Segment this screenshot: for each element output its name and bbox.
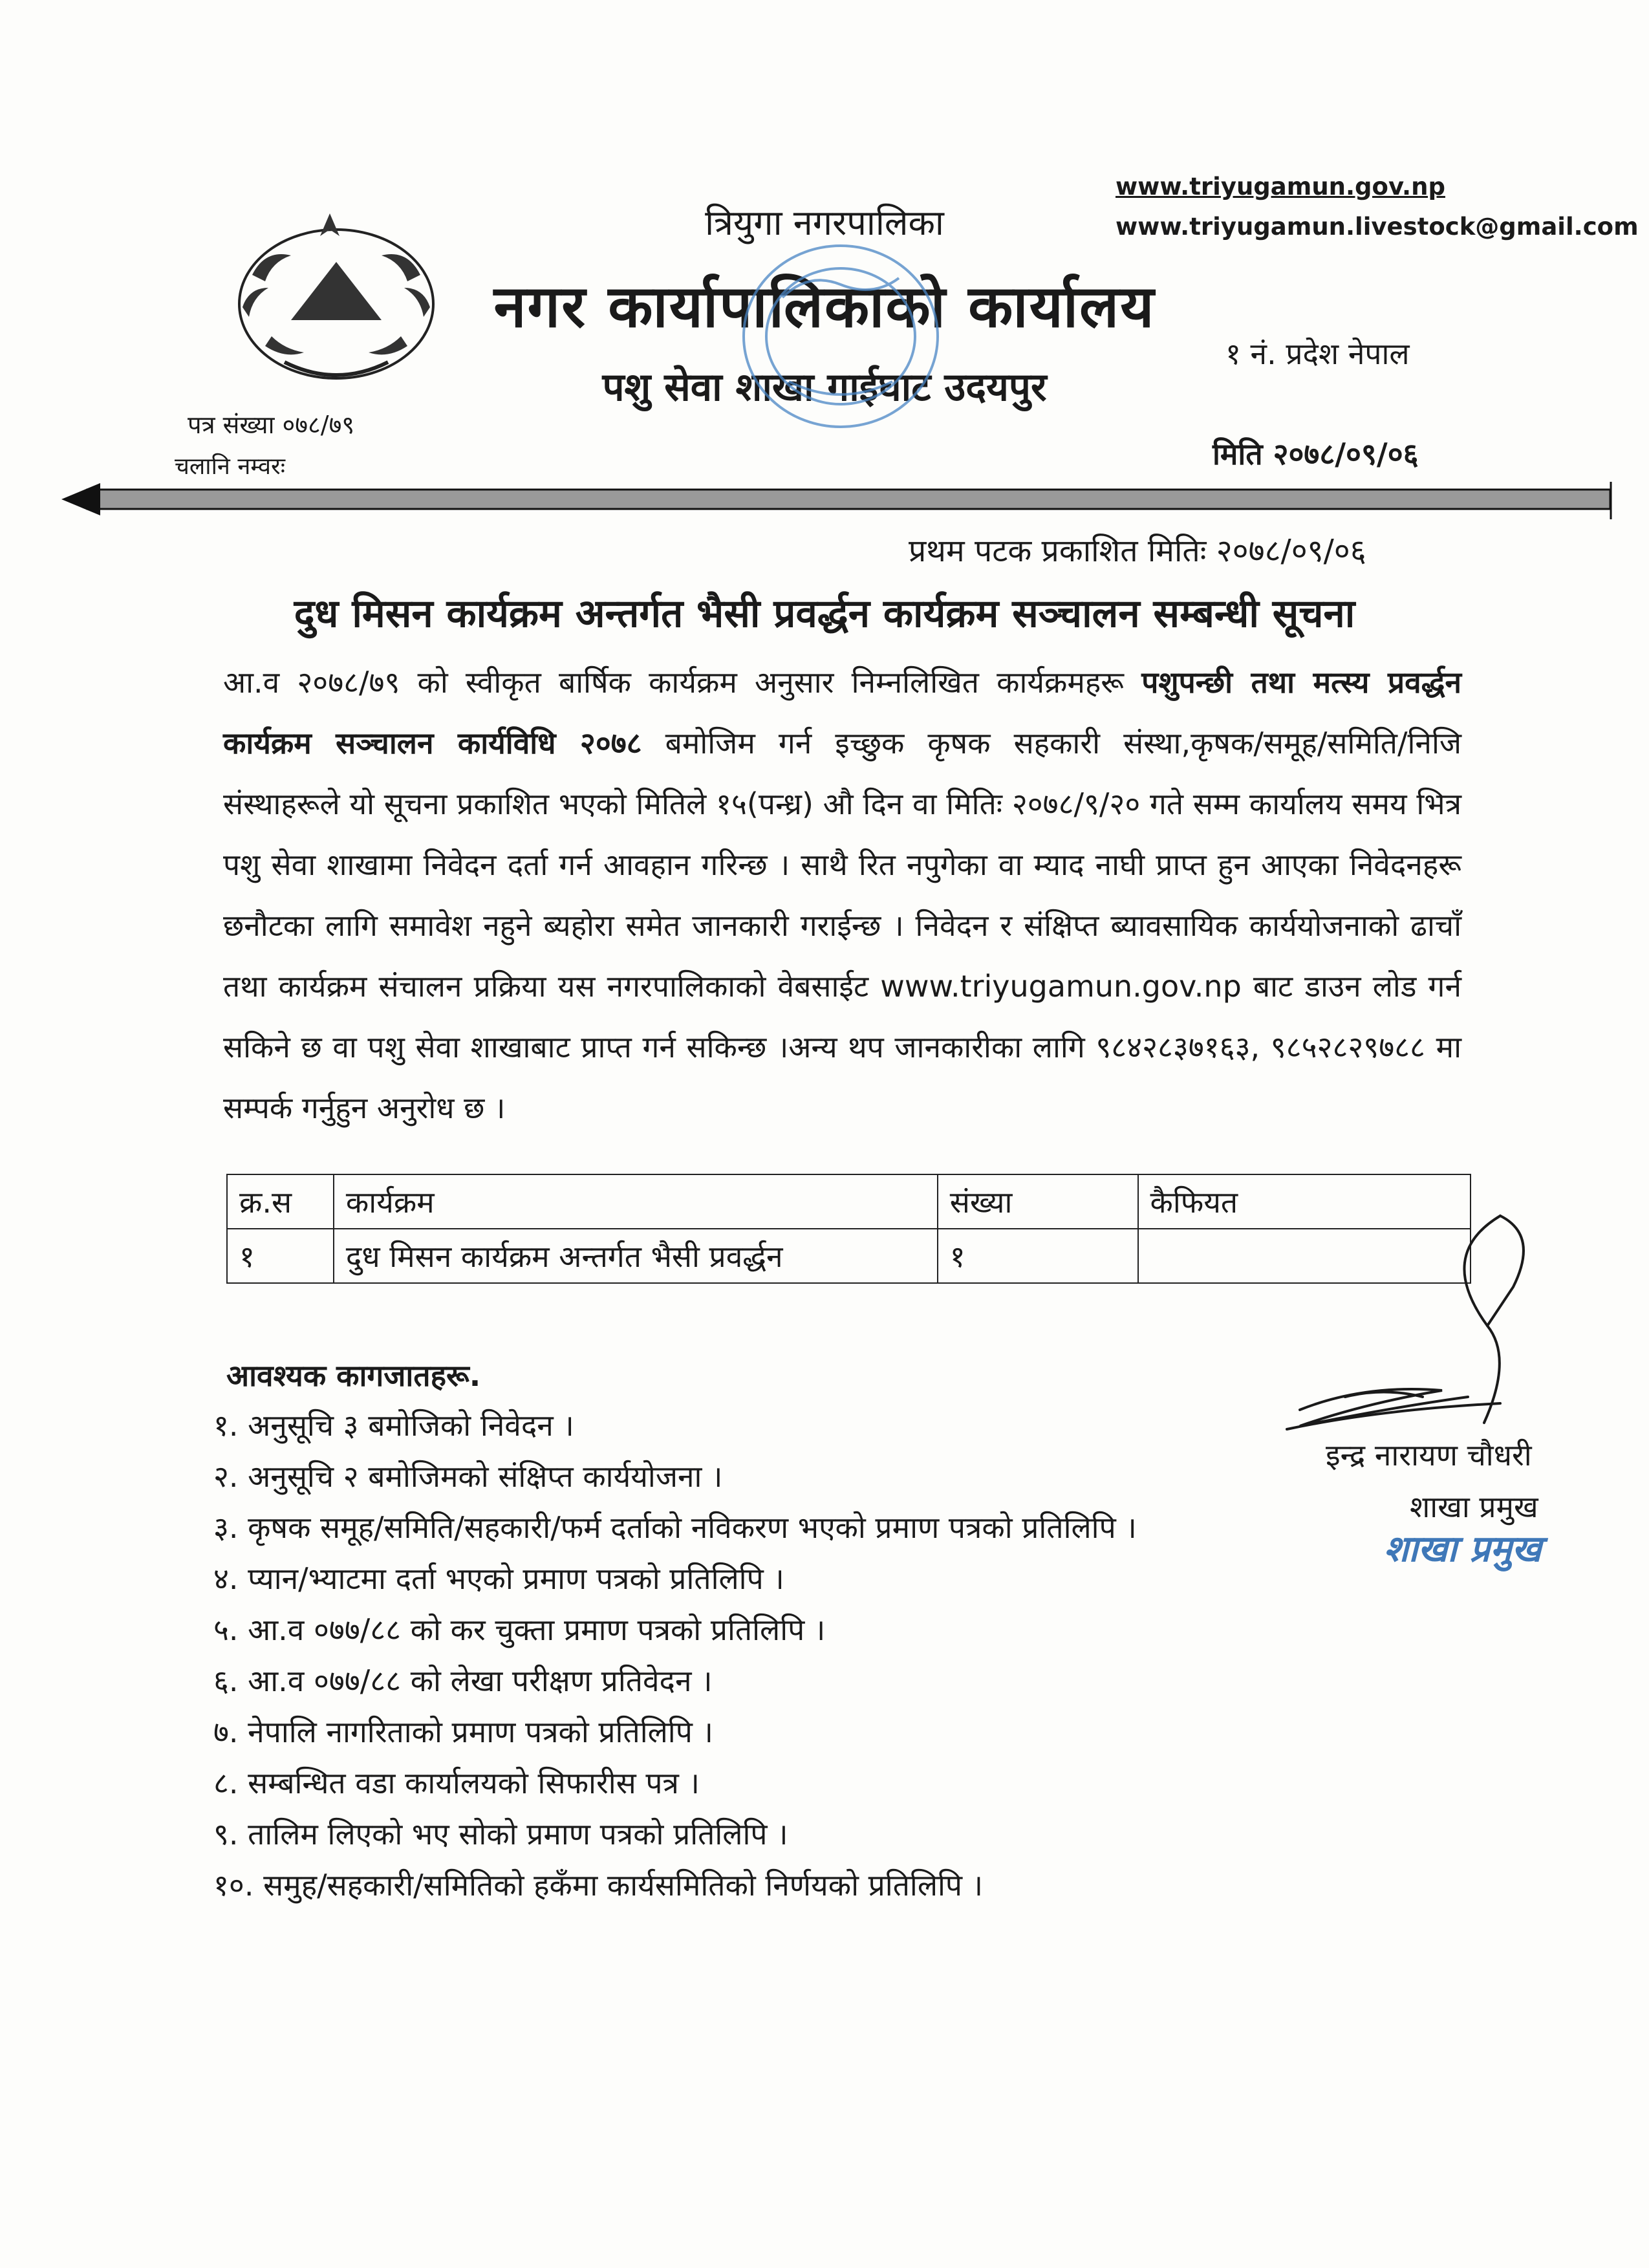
list-item: ५. आ.व ०७७/८८ को कर चुक्ता प्रमाण पत्रको प्रतिलिपि । [213, 1612, 826, 1647]
list-item: ८. सम्बन्धित वडा कार्यालयको सिफारीस पत्र । [213, 1766, 700, 1800]
province-label: १ नं. प्रदेश नेपाल [1225, 336, 1410, 371]
notice-body-part1: आ.व २०७८/७९ को स्वीकृत बार्षिक कार्यक्रम अनुसार निम्नलिखित कार्यक्रमहरू [223, 665, 1142, 700]
header-remarks: कैफियत [1138, 1174, 1471, 1229]
list-item: १. अनुसूचि ३ बमोजिको निवेदन । [213, 1408, 574, 1443]
notice-body [223, 652, 1461, 1138]
office-title: नगर कार्यापालिकाको कार्यालय [493, 273, 1156, 341]
list-item: ७. नेपालि नागरिताको प्रमाण पत्रको प्रतिलिपि । [213, 1714, 713, 1749]
cell-count: १ [938, 1229, 1138, 1283]
list-item: १०. समुह/सहकारी/समितिको हकँमा कार्यसमितिको निर्णयको प्रतिलिपि । [213, 1868, 984, 1903]
notice-title: दुध मिसन कार्यक्रम अन्तर्गत भैसी प्रवर्द्धन कार्यक्रम सञ्चालन सम्बन्धी सूचना [294, 591, 1355, 636]
list-item: ३. कृषक समूह/समिति/सहकारी/फर्म दर्ताको नविकरण भएको प्रमाण पत्रको प्रतिलिपि । [213, 1510, 1137, 1545]
letter-number: पत्र संख्या ०७८/७९ [188, 411, 355, 439]
municipality-name: त्रियुगा नगरपालिका [705, 202, 944, 243]
list-item: ४. प्यान/भ्याटमा दर्ता भएको प्रमाण पत्रको प्रतिलिपि । [213, 1561, 784, 1596]
header-program: कार्यक्रम [334, 1174, 938, 1229]
documents-list [213, 1400, 1137, 1911]
header-serial: क्र.स [227, 1174, 334, 1229]
email-address: www.triyugamun.livestock@gmail.com [1116, 213, 1639, 241]
cell-program: दुध मिसन कार्यक्रम अन्तर्गत भैसी प्रवर्द्धन [334, 1229, 938, 1283]
office-seal-icon [724, 226, 957, 446]
designation-stamp: शाखा प्रमुख [1384, 1528, 1542, 1570]
documents-heading: आवश्यक कागजातहरू. [226, 1358, 481, 1393]
notice-body-part2: बमोजिम गर्न इच्छुक कृषक सहकारी संस्था,कृषक/समूह/समिति/निजि संस्थाहरूले यो सूचना प्रकाशित भएको मितिले १५(पन्ध्र) औ दिन वा मितिः २०७८/९/२० गते सम्म कार्यालय समय भित्र पशु सेवा शाखामा निवेदन दर्ता गर्न आवहान गरिन्छ । साथै रित नपुगेका वा म्याद नाघी प्राप्त हुन आएका निवेदनहरू छनौटका लागि समावेश नहुने ब्यहोरा समेत जानकारी गराईन्छ । निवेदन र संक्षिप्त ब्यावसायिक कार्ययोजनाको ढाचाँ तथा कार्यक्रम संचालन प्रक्रिया यस नगरपालिकाको वेबसाईट www.triyugamun.gov.np बाट डाउन लोड गर्न सकिने छ वा पशु सेवा शाखाबाट प्राप्त गर्न सकिन्छ ।अन्य थप जानकारीका लागि ९८४२८३७१६३, ९८५२८२९७८८ मा सम्पर्क गर्नुहुन अनुरोध छ । [223, 726, 1461, 1125]
header-divider-arrow [61, 482, 1613, 521]
header-count: संख्या [938, 1174, 1138, 1229]
list-item: ६. आ.व ०७७/८८ को लेखा परीक्षण प्रतिवेदन । [213, 1663, 713, 1698]
cell-serial: १ [227, 1229, 334, 1283]
letter-date: मिति २०७८/०९/०६ [1212, 437, 1419, 471]
signer-name: इन्द्र नारायण चौधरी [1326, 1438, 1532, 1473]
dispatch-number: चलानि नम्वरः [175, 453, 286, 480]
list-item: २. अनुसूचि २ बमोजिमको संक्षिप्त कार्ययोजना । [213, 1459, 723, 1494]
first-published-date: प्रथम पटक प्रकाशित मितिः २०७८/०९/०६ [909, 533, 1366, 569]
signer-title: शाखा प्रमुख [1410, 1489, 1538, 1524]
list-item: ९. तालिम लिएको भए सोको प्रमाण पत्रको प्रतिलिपि । [213, 1817, 788, 1852]
branch-name: पशु सेवा शाखा गाईघाट उदयपुर [602, 365, 1047, 410]
notice-body-procedure: पशुपन्छी तथा मत्स्य प्रवर्द्धन कार्यक्रम सञ्चालन कार्यविधि २०७८ [223, 665, 1461, 761]
website-link[interactable]: www.triyugamun.gov.np [1116, 173, 1445, 200]
